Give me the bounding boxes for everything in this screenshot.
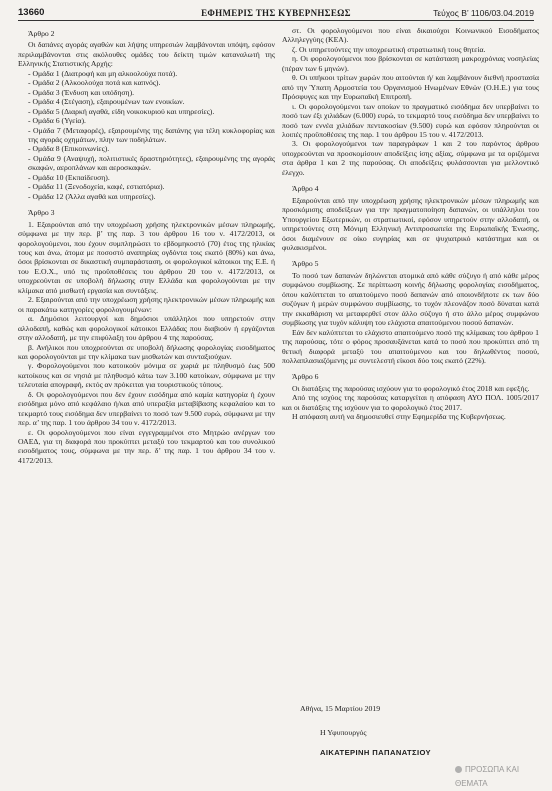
exemption-item: ζ. Οι υπηρετούντες την υποχρεωτική στρατιωτική τους θητεία. [292,44,486,54]
group-item: - Ομάδα 2 (Αλκοολούχα ποτά και καπνός). [28,78,161,88]
watermark-logo-icon [455,766,462,773]
exemption-item: η. Οι φορολογούμενοι που βρίσκονται σε κατάσταση μακροχρόνιας νοσηλείας (πέραν των 6 μηνών). [282,54,539,73]
left-column [18,26,275,465]
group-item: - Ομάδα 5 (Διαρκή αγαθά, είδη νοικοκυριού και υπηρεσίες). [28,106,215,116]
group-item: - Ομάδα 10 (Εκπαίδευση). [28,172,110,182]
exemption-item: γ. Φορολογούμενοι που κατοικούν μόνιμα σε χωριά με πληθυσμό έως 500 κατοίκους και σε νησιά με πληθυσμό κάτω των 3.100 κατοίκων, σύμφωνα με την τελευταία απογραφή, εκτός αν πρόκειται για τουριστικούς τόπους. [18,361,275,390]
article-6-paragraph-3: Η απόφαση αυτή να δημοσιευθεί στην Εφημερίδα της Κυβερνήσεως. [292,412,506,422]
article-3-heading: Άρθρο 3 [28,208,55,218]
exemption-item: β. Ανήλικοι που υποχρεούνται σε υποβολή δήλωσης φορολογίας εισοδήματος και φορολογούνται με την κλίμακα των μισθωτών και συνταξιούχων. [18,342,275,361]
signature-date: Αθήνα, 15 Μαρτίου 2019 [300,704,381,713]
group-item: - Ομάδα 12 (Άλλα αγαθά και υπηρεσίες). [28,191,156,201]
signature-block [290,704,530,757]
article-3-paragraph-3: 3. Οι φορολογούμενοι των παραγράφων 1 και 2 του παρόντος άρθρου υποχρεούνται να προσκομίσουν αποδείξεις ίσης αξίας, σύμφωνα με τα οριζόμενα στα άρθρα 1 και 2 της παρούσας. Οι αποδείξεις φυλάσσονται για μελλοντικό έλεγχο. [282,139,539,177]
gazette-title: ΕΦΗΜΕΡΙΣ ΤΗΣ ΚΥΒΕΡΝΗΣΕΩΣ [201,8,351,18]
exemption-item: ι. Οι φορολογούμενοι των οποίων το πραγματικό εισόδημα δεν υπερβαίνει το ποσό των έξι χιλιάδων (6.000) ευρώ, το τεκμαρτό τους εισόδημα δεν υπερβαίνει το ποσό των εννέα χιλιάδων πεντακοσίων (9.500) ευρώ και εφόσον πληρούνται οι λοιπές προϋποθέσεις της παρ. 1 του άρθρου 15 του ν. 4172/2013. [282,101,539,139]
page-number: 13660 [18,7,45,18]
signatory-role: Η Υφυπουργός [320,727,367,737]
watermark [455,763,539,788]
article-6-heading: Άρθρο 6 [292,372,319,382]
article-5-paragraph-1: Το ποσό των δαπανών δηλώνεται ατομικά από κάθε σύζυγο ή από κάθε μέρος συμφώνου συμβίωσης. Σε περίπτωση κοινής δήλωσης φορολογίας εισοδήματος, όπου καλύπτεται το απαιτούμενο ποσό δαπανών από οποιονδήποτε εκ των δύο συζύγων ή μερών συμφώνου συμβίωσης, το τυχόν πλεονάζον ποσό δύναται κατά την εκκαθάριση να μεταφερθεί στον άλλο σύζυγο ή στο άλλο μέρος συμφώνου συμβίωσης για τυχόν κάλυψη του ελάχιστα απαιτούμενου ποσού δαπανών. [282,270,539,328]
article-3-paragraph-2: 2. Εξαιρούνται από την υποχρέωση χρήσης ηλεκτρονικών μέσων πληρωμής και οι παρακάτω κατηγορίες φορολογουμένων: [18,295,275,314]
article-4-heading: Άρθρο 4 [292,184,319,194]
exemption-item: α. Δημόσιοι λειτουργοί και δημόσιοι υπάλληλοι που υπηρετούν στην αλλοδαπή, καθώς και φορολογικοί κάτοικοι Ελλάδας που διαβιούν ή εργάζονται στην αλλοδαπή, με την επιφύλαξη του άρθρου 4 της παρούσας. [18,314,275,343]
signatory-name: ΑΙΚΑΤΕΡΙΝΗ ΠΑΠΑΝΑΤΣΙΟΥ [320,747,432,757]
group-item: - Ομάδα 9 (Αναψυχή, πολιτιστικές δραστηριότητες), εξαιρουμένης της αγοράς σκαφών, αεροπλάνων και αεροσκαφών. [28,153,275,173]
article-2-intro: Οι δαπάνες αγοράς αγαθών και λήψης υπηρεσιών λαμβάνονται υπόψη, εφόσον περιλαμβάνονται στις ακόλουθες ομάδες του δείκτη τιμών καταναλωτή της Ελληνικής Στατιστικής Αρχής: [18,40,275,69]
group-item: - Ομάδα 11 (Ξενοδοχεία, καφέ, εστιατόρια). [28,182,165,192]
article-6-paragraph-2: Από της ισχύος της παρούσας καταργείται η απόφαση ΑΥΟ ΠΟΛ. 1005/2017 και οι διατάξεις της ισχύουν για το φορολογικό έτος 2017. [282,393,539,412]
exemption-item: ε. Οι φορολογούμενοι που είναι εγγεγραμμένοι στο Μητρώο ανέργων του ΟΑΕΔ, για τη διαφορά που προκύπτει μεταξύ του τεκμαρτού και του συνολικού εισοδήματος τους, σύμφωνα με την περ. δ’ της παρ. 1 του άρθρου 34 του ν. 4172/2013. [18,427,275,465]
article-6-paragraph-1: Οι διατάξεις της παρούσας ισχύουν για το φορολογικό έτος 2018 και εφεξής. [292,383,530,393]
exemption-item: θ. Οι υπήκοοι τρίτων χωρών που αιτούνται ή/ και λαμβάνουν διεθνή προστασία από την Ύπατη Αρμοστεία του Οργανισμού Ηνωμένων Εθνών (Ο.Η.Ε.) για τους Πρόσφυγες και την Ευρωπαϊκή Επιτροπή. [282,73,539,102]
issue-number: Τεύχος Β’ 1106/03.04.2019 [433,8,534,18]
exemption-item: στ. Οι φορολογούμενοι που είναι δικαιούχοι Κοινωνικού Εισοδήματος Αλληλεγγύης (ΚΕΑ). [282,26,539,45]
exemption-item: δ. Οι φορολογούμενοι που δεν έχουν εισόδημα από καμία κατηγορία ή έχουν εισόδημα μόνο από κεφάλαιο ή/και από υπεραξία μεταβίβασης κεφαλαίου και το τεκμαρτό τους εισόδημα δεν υπερβαίνει το ποσό των 9.500 ευρώ, σύμφωνα με την περ. α’ της παρ. 1 του άρθρου 34 του ν. 4172/2013. [18,389,275,428]
group-item: - Ομάδα 1 (Διατροφή και μη αλκοολούχα ποτά). [28,68,178,78]
group-item: - Ομάδα 7 (Μεταφορές), εξαιρουμένης της δαπάνης για τέλη κυκλοφορίας και της αγοράς οχημάτων, πλην των ποδηλάτων. [28,125,275,144]
group-item: - Ομάδα 8 (Επικοινωνίες). [28,144,110,154]
article-2-heading: Άρθρο 2 [28,29,55,38]
article-4-text: Εξαιρούνται από την υποχρέωση χρήσης ηλεκτρονικών μέσων πληρωμής και προσκόμισης αποδείξεων για την πραγματοποίηση δαπανών, οι υπάλληλοι του Υπουργείου Εξωτερικών, οι στρατιωτικοί, εφόσον υπηρετούν στην αλλοδαπή, οι υπηρετούντες στη Μόνιμη Ελληνική Αντιπροσωπεία της Ευρωπαϊκής Ένωσης, όσοι διαμένουν σε οίκο ευγηρίας και σε ψυχιατρικό κατάστημα και οι φυλακισμένοι. [282,195,539,252]
article-5-paragraph-2: Εάν δεν καλύπτεται το ελάχιστο απαιτούμενο ποσό της κλίμακας του άρθρου 1 της παρούσας, τότε ο φόρος προσαυξάνεται κατά το ποσό που προκύπτει από τη θετική διαφορά μεταξύ του απαιτούμενου και του δηλωθέντος ποσού, πολλαπλασιαζόμενης με συντελεστή είκοσι δύο τοις εκατό (22%). [282,327,539,365]
article-5-heading: Άρθρο 5 [292,259,319,269]
watermark-text: ΠΡΟΣΩΠΑ ΚΑΙ ΘΕΜΑΤΑ [455,765,520,788]
article-2-group-list [18,69,275,201]
article-3-paragraph-1: 1. Εξαιρούνται από την υποχρέωση χρήσης ηλεκτρονικών μέσων πληρωμής, σύμφωνα με την περ. β’ της παρ. 3 του άρθρου 16 του ν. 4172/2013, οι φορολογούμενοι, που έχουν συμπληρώσει το εβδομηκοστό (70) έτος της ηλικίας τους και άνω, άτομα με ποσοστό αναπηρίας ογδόντα τοις εκατό (80%) και άνω, όσοι βρίσκονται σε δικαστική συμπαράσταση, οι φορολογικοί κάτοικοι της Ε.Ε. ή του Ε.Ο.Χ., υπό τις προϋποθέσεις του άρθρου 20 του ν. 4172/2013, οι υποχρεούνται σε υποβολή δήλωσης στην Ελλάδα και φορολογούνται με την κλίμακα από μισθωτή εργασία και συντάξεις. [18,219,275,295]
group-item: - Ομάδα 3 (Ένδυση και υπόδηση). [28,87,135,97]
group-item: - Ομάδα 6 (Υγεία). [28,116,86,126]
page-header [18,6,534,21]
group-item: - Ομάδα 4 (Στέγαση), εξαιρουμένων των ενοικίων. [28,97,185,107]
right-column [282,26,539,422]
